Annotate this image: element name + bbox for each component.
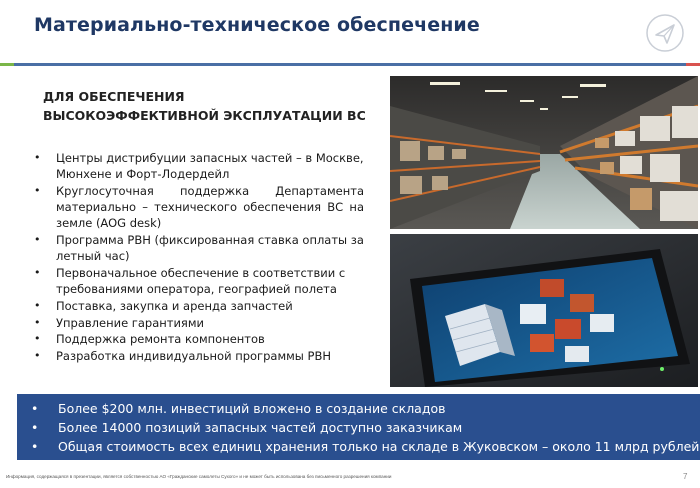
list-item-text: Более $200 млн. инвестиций вложено в создание складов (58, 401, 446, 416)
bullet-icon: • (34, 348, 41, 362)
list-item (34, 265, 364, 297)
list-item-text: Программа PBH (фиксированная ставка оплаты за летный час) (56, 233, 364, 264)
list-item (34, 315, 364, 331)
list-item-text: Круглосуточная поддержка Департамента материально – технического обеспечения ВС на земле (AOG desk) (56, 183, 364, 231)
list-item-text: Более 14000 позиций запасных частей доступно заказчикам (58, 420, 463, 435)
tablet-photo (390, 234, 698, 387)
header-divider (0, 63, 700, 66)
bullet-icon: • (34, 315, 41, 329)
bullet-icon: • (31, 420, 39, 435)
page-title: Материально-техническое обеспечение (34, 14, 480, 36)
bullet-icon: • (34, 183, 41, 197)
list-item (34, 150, 364, 182)
list-item-text: Поставка, закупка и аренда запчастей (56, 298, 293, 313)
list-item-text: Управление гарантиями (56, 315, 204, 330)
bullet-icon: • (31, 401, 39, 416)
list-item-text: Общая стоимость всех единиц хранения только на складе в Жуковском – около 11 млрд рублей (58, 439, 700, 454)
list-item (34, 331, 364, 347)
list-item-text: Центры дистрибуции запасных частей – в Москве, Мюнхене и Форт-Лодердейл (56, 151, 364, 182)
bullet-icon: • (34, 298, 41, 312)
list-item (17, 437, 700, 456)
list-item (34, 348, 364, 364)
list-item-text: Первоначальное обеспечение в соответствии с требованиями оператора, географией полета (56, 265, 346, 297)
key-facts-list (17, 394, 700, 456)
list-item (34, 298, 364, 314)
bullet-icon: • (34, 151, 41, 164)
list-item (34, 183, 364, 232)
key-facts-banner (17, 394, 700, 460)
paper-plane-icon (645, 13, 685, 53)
section-heading-line2: ВЫСОКОЭФФЕКТИВНОЙ ЭКСПЛУАТАЦИИ ВС (43, 108, 366, 123)
list-item (34, 232, 364, 264)
section-heading-line1: ДЛЯ ОБЕСПЕЧЕНИЯ (43, 89, 185, 104)
section-heading (43, 87, 366, 125)
list-item-text: Разработка индивидуальной программы PBH (56, 348, 332, 363)
bullet-icon: • (31, 439, 39, 454)
warehouse-photo (390, 76, 698, 229)
list-item-text: Поддержка ремонта компонентов (56, 332, 265, 347)
bullet-icon: • (34, 332, 41, 346)
list-item (17, 399, 700, 418)
bullet-icon: • (34, 233, 41, 247)
bullet-icon: • (34, 265, 41, 279)
page-number: 7 (683, 472, 688, 481)
list-item (17, 418, 700, 437)
footer-disclaimer: Информация, содержащаяся в презентации, является собственностью АО «Гражданские самолеты Сухого» и не может быть использована без письменного разрешения компании (6, 474, 392, 479)
services-list (34, 150, 364, 365)
